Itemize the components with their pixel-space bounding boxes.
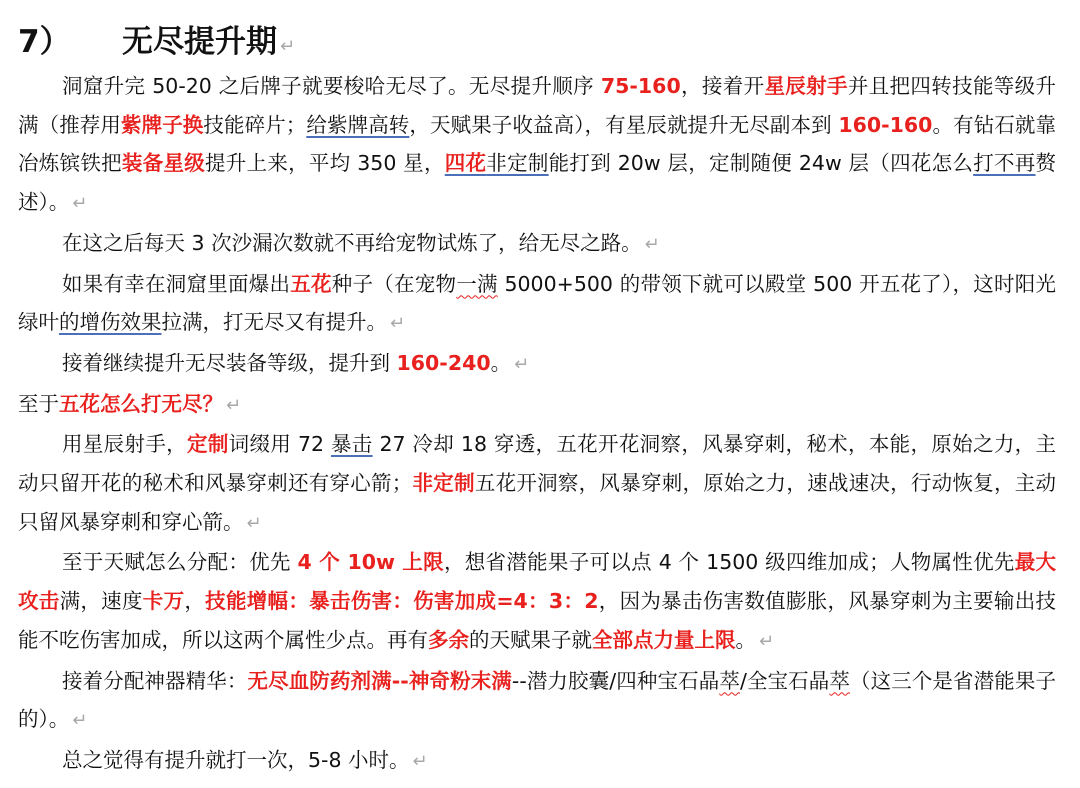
underlined-text: 打不再 <box>973 151 1036 176</box>
text-run: 提升上来，平均 350 星， <box>205 151 445 176</box>
text-run: ，因为暴击伤害数值膨胀，风暴穿刺为主要输出技能不吃伤害加成，所以这两个属性少点。再有 <box>18 589 1057 652</box>
underlined-text: 非定制 <box>486 151 549 176</box>
text-run: ，想省潜能果子可以点 4 个 1500 级四维加成；人物属性优先 <box>443 550 1015 575</box>
section-heading <box>18 20 1056 64</box>
highlighted-text: 五花怎么打无尽？ <box>59 391 223 416</box>
underlined-text: 给紫牌高转 <box>306 112 410 137</box>
text-run: 至于天赋怎么分配：优先 <box>62 550 298 575</box>
paragraph-mark-icon: ↵ <box>644 233 660 255</box>
text-run: 5000+500 的带领下就可以殿堂 500 开五花了），这时阳光绿叶 <box>18 271 1057 335</box>
text-run: 在这之后每天 3 次沙漏次数就不再给宠物试炼了，给无尽之路。 <box>62 230 642 255</box>
text-run: 赘述）。 <box>18 151 1057 215</box>
highlighted-text: 最大攻击 <box>18 550 1056 614</box>
highlighted-text: 75-160 <box>600 74 681 98</box>
highlighted-text: 装备星级 <box>121 151 206 176</box>
highlighted-text: 紫牌子换 <box>121 112 204 137</box>
paragraph <box>18 224 1056 265</box>
highlighted-text: 星辰射手 <box>764 74 848 98</box>
highlighted-text: 卡万 <box>142 589 185 614</box>
highlighted-text: 无尽血防药剂满--神奇粉末满 <box>247 668 512 693</box>
highlighted-text: 160-240 <box>396 350 491 375</box>
text-run: 27 冷却 18 穿透，五花开花洞察，风暴穿刺，秘术，本能，原始之力，主动只留开花的秘术和风暴穿刺还有穿心箭； <box>18 432 1056 496</box>
document-body <box>18 67 1056 782</box>
text-run: 洞窟升完 50-20 之后牌子就要梭哈无尽了。无尽提升顺序 <box>62 74 601 98</box>
paragraph <box>18 265 1056 344</box>
section-title: 无尽提升期 <box>122 24 277 60</box>
text-run: 并且把四转技能等级升满（推荐用 <box>18 74 1057 137</box>
text-run: 。 <box>735 627 756 652</box>
text-run: ，接着开 <box>680 74 765 98</box>
paragraph-mark-icon: ↵ <box>72 710 88 732</box>
highlighted-text: 五花 <box>290 271 332 296</box>
section-number: 7） <box>18 24 71 60</box>
highlighted-text: 非定制 <box>412 471 475 496</box>
spellcheck-marked-text: 萃 <box>719 668 740 693</box>
paragraph <box>18 425 1056 543</box>
text-run: 技能碎片； <box>203 112 307 137</box>
underlined-text: 的增伤效果 <box>59 310 162 335</box>
highlighted-text: 技能增幅：暴击伤害：伤害加成=4：3：2 <box>205 589 599 614</box>
text-run: 的天赋果子就 <box>469 627 592 652</box>
text-run: 接着分配神器精华： <box>62 668 248 693</box>
text-run: 五花开洞察，风暴穿刺，原始之力，速战速决，行动恢复，主动只留风暴穿刺和穿心箭。 <box>18 471 1057 534</box>
paragraph-mark-icon: ↵ <box>72 193 88 215</box>
highlighted-text: 四花 <box>444 151 487 176</box>
highlighted-text: 全部点力量上限 <box>592 627 736 652</box>
text-run: （这三个是省潜能果子的）。 <box>18 668 1056 732</box>
text-run: 满，速度 <box>59 589 143 614</box>
paragraph <box>18 385 1056 426</box>
highlighted-text: 定制 <box>187 432 229 457</box>
text-run: /全宝石晶 <box>739 668 830 693</box>
text-run: ，天赋果子收益高），有星辰就提升无尽副本到 <box>409 112 839 137</box>
text-run: 种子（在宠物 <box>331 271 457 296</box>
paragraph <box>18 67 1056 224</box>
paragraph-mark-icon: ↵ <box>280 36 296 57</box>
paragraph-mark-icon: ↵ <box>246 512 262 534</box>
paragraph <box>18 543 1056 661</box>
text-run: 总之觉得有提升就打一次，5-8 小时。 <box>62 747 410 772</box>
text-run: 至于 <box>18 391 59 416</box>
text-run: 接着继续提升无尽装备等级，提升到 <box>62 350 397 375</box>
text-run: ， <box>184 589 206 614</box>
text-run: 拉满，打无尽又有提升。 <box>161 310 387 335</box>
text-run: 。有钻石就靠冶炼镔铁把 <box>18 112 1057 176</box>
text-run: 如果有幸在洞窟里面爆出 <box>62 271 291 296</box>
highlighted-text: 多余 <box>428 627 469 652</box>
paragraph-mark-icon: ↵ <box>390 313 406 335</box>
text-run: 词缀用 72 <box>228 432 331 457</box>
highlighted-text: 4 个 10w 上限 <box>297 550 444 575</box>
spellcheck-marked-text: 萃 <box>829 668 850 693</box>
paragraph-mark-icon: ↵ <box>412 750 428 772</box>
spellcheck-marked-text: 一满 <box>456 271 498 296</box>
paragraph <box>18 344 1056 385</box>
paragraph-mark-icon: ↵ <box>226 394 242 416</box>
text-run: 用星辰射手， <box>62 432 187 457</box>
highlighted-text: 160-160 <box>838 112 933 137</box>
underlined-text: 暴击 <box>330 432 373 457</box>
paragraph-mark-icon: ↵ <box>759 630 775 652</box>
paragraph <box>18 662 1056 741</box>
paragraph-mark-icon: ↵ <box>514 353 530 375</box>
text-run: 能打到 20w 层，定制随便 24w 层（四花怎么 <box>548 151 974 176</box>
text-run: 。 <box>490 350 512 375</box>
text-run: --潜力胶囊/四种宝石晶 <box>511 668 720 693</box>
paragraph <box>18 741 1056 782</box>
